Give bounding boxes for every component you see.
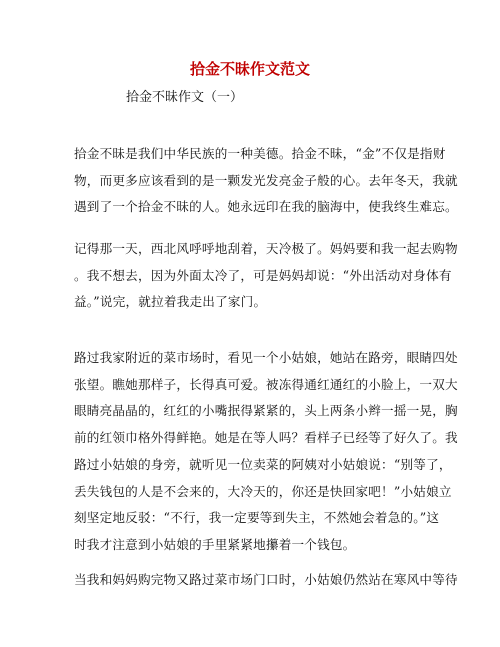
paragraph-line: 物，而更多应该看到的是一颗发光发亮金子般的心。去年冬天，我就 [74, 172, 458, 188]
paragraph-line: 拾金不昧是我们中华民族的一种美德。拾金不昧，“金”不仅是指财 [74, 146, 446, 161]
paragraph-line: 遇到了一个拾金不昧的人。她永远印在我的脑海中，使我终生难忘。 [74, 199, 458, 215]
paragraph-line: 张望。瞧她那样子，长得真可爱。被冻得通红通红的小脸上，一双大 [74, 376, 458, 392]
paragraph-line: 前的红领巾格外得鲜艳。她是在等人吗？看样子已经等了好久了。我 [74, 430, 458, 446]
paragraph-line: 当我和妈妈购完物又路过菜市场门口时，小姑娘仍然站在寒风中等待 [74, 572, 458, 587]
document-title: 拾金不昧作文范文 [189, 60, 310, 78]
paragraph-4 [74, 567, 458, 594]
paragraph-line: 眼睛亮晶晶的，红红的小嘴抿得紧紧的，头上两条小辫一摇一晃，胸 [74, 403, 458, 419]
paragraph-line: 路过我家附近的菜市场时，看见一个小姑娘，她站在路旁，眼睛四处 [74, 350, 458, 365]
paragraph-line: 时我才注意到小姑娘的手里紧紧地攥着一个钱包。 [74, 536, 356, 552]
paragraph-1 [74, 141, 458, 221]
paragraph-line: 。我不想去，因为外面太冷了，可是妈妈却说：“外出活动对身体有 [74, 267, 452, 283]
document-subtitle: 拾金不昧作文（一） [126, 90, 244, 105]
paragraph-line: 益。”说完，就拉着我走出了家门。 [74, 294, 267, 310]
paragraph-line: 记得那一天，西北风呼呼地刮着，天冷极了。妈妈要和我一起去购物 [74, 241, 458, 256]
paragraph-line: 路过小姑娘的身旁，就听见一位卖菜的阿姨对小姑娘说：“别等了， [74, 456, 452, 472]
paragraph-line: 刻坚定地反驳：“不行，我一定要等到失主，不然她会着急的。”这 [74, 510, 440, 526]
paragraph-line: 丢失钱包的人是不会来的，大冷天的，你还是快回家吧！”小姑娘立 [74, 483, 452, 499]
paragraph-2 [74, 236, 458, 316]
paragraph-3 [74, 345, 458, 559]
